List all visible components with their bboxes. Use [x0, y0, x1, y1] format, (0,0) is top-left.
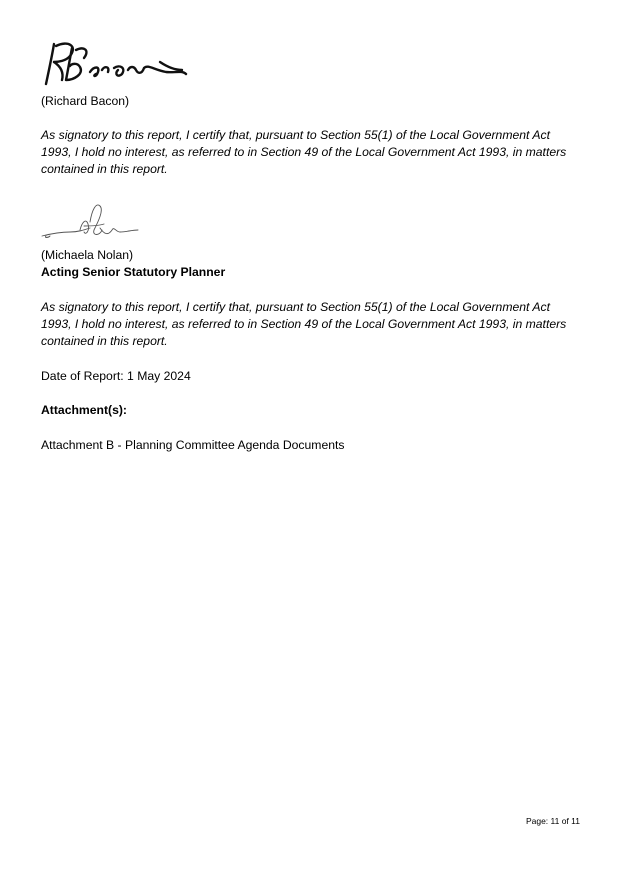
signatory1-certification: As signatory to this report, I certify that, pursuant to Section 55(1) of the Local Government Act 1993, I hold no interest, as referred to in Section 49 of the Local Government Act 1993, in matters contained in this report. — [41, 128, 567, 176]
attachments-heading: Attachment(s): — [41, 403, 127, 417]
signatory2-certification: As signatory to this report, I certify that, pursuant to Section 55(1) of the Local Government Act 1993, I hold no interest, as referred to in Section 49 of the Local Government Act 1993, in matters contained in this report. — [41, 300, 567, 348]
date-of-report: Date of Report: 1 May 2024 — [41, 369, 191, 383]
signatory1-name: (Richard Bacon) — [41, 94, 130, 108]
signatory2-title: Acting Senior Statutory Planner — [41, 265, 226, 279]
signatory2-name: (Michaela Nolan) — [41, 248, 134, 262]
signature-michaela-nolan — [40, 200, 140, 246]
page-number: Page: 11 of 11 — [525, 816, 580, 826]
attachment-item: Attachment B - Planning Committee Agenda Documents — [41, 438, 345, 452]
signature-richard-bacon — [40, 40, 200, 92]
